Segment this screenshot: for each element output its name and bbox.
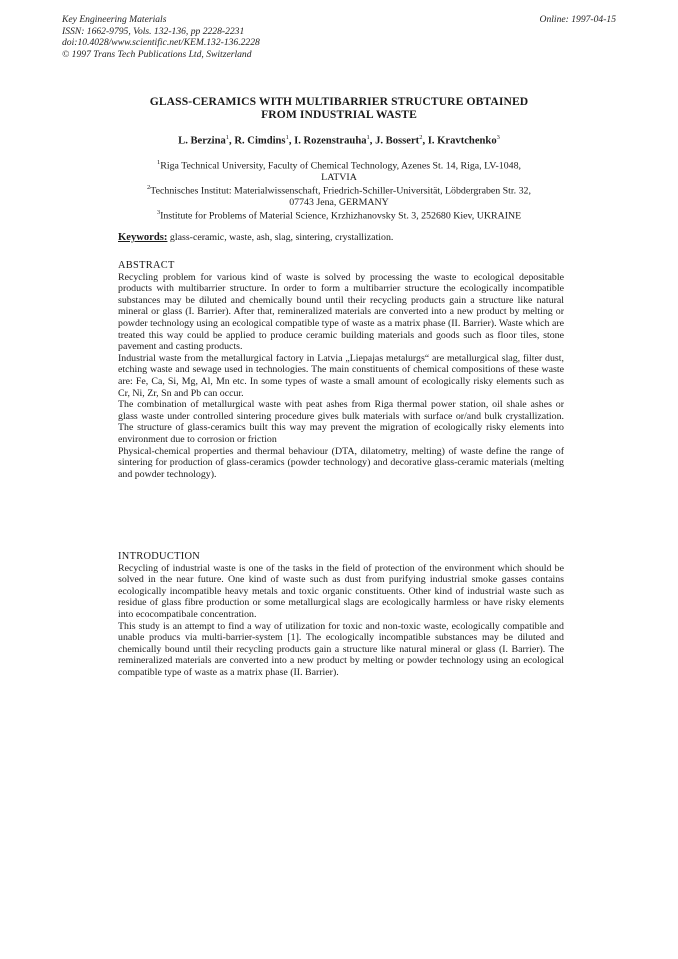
copyright-line: © 1997 Trans Tech Publications Ltd, Switzerland [62,48,252,60]
abstract-section [118,260,564,480]
abstract-paragraph: Physical-chemical properties and thermal behaviour (DTA, dilatometry, melting) of waste define the range of sintering for production of glass-ceramics (powder technology) and decorative glass-ceramic materials (melting and powder technology). [118,445,564,480]
keywords-label: Keywords: [118,232,168,243]
author-affiliation-mark: 1 [366,134,370,141]
online-date: Online: 1997-04-15 [539,14,616,25]
keywords [118,232,393,244]
affiliation-3 [100,207,578,222]
keywords-text: glass-ceramic, waste, ash, slag, sintering, crystallization. [167,232,394,243]
author-name: I. Rozenstrauha [294,135,367,147]
affiliation-mark: 2 [147,184,151,191]
author-name: R. Cimdins [234,135,286,147]
affiliation-line: Riga Technical University, Faculty of Chemical Technology, Azenes St. 14, Riga, LV-1048, [160,160,521,172]
abstract-paragraph: Recycling problem for various kind of waste is solved by processing the waste to ecological depositable products with multibarrier structure. In order to form a multibarrier structure the ecologically incompatible substances may be diluted and chemically bound until their recycling products gain a structure like natural mineral or glass (I. Barrier). After that, remineralized materials are converted into a new product by melting or powder technology using an ecological compatible type of waste as a matrix phase (II. Barrier). Waste which are treated this way could be applied to produce ceramic building materials and goods such as floor tiles, stone pavement and casting products. [118,271,564,353]
affiliation-1 [100,157,578,183]
abstract-heading: ABSTRACT [118,260,175,271]
paper-title [100,95,578,121]
title-line-1: GLASS-CERAMICS WITH MULTIBARRIER STRUCTURE OBTAINED [149,95,529,108]
affiliation-line: Institute for Problems of Material Science, Krzhizhanovsky St. 3, 252680 Kiev, UKRAINE [160,210,522,222]
affiliation-mark: 1 [157,159,161,166]
affiliation-mark: 3 [156,209,161,216]
author-affiliation-mark: 3 [496,134,500,141]
author-affiliation-mark: 1 [225,134,230,141]
author-name: I. Kravtchenko [427,135,497,147]
introduction-section [118,551,564,679]
affiliation-line: 07743 Jena, GERMANY [289,196,389,208]
author-affiliation-mark: 1 [285,134,289,141]
author-list: L. Berzina$^1$, R. Cimdins$^1$, I. Rozenstrauha$^1$, J. Bossert$^2$, I. Kravtchenko$^3$ [178,134,500,147]
introduction-paragraph: This study is an attempt to find a way of utilization for toxic and non-toxic waste, ecologically compatible and unable producs via multi-barrier-system [1]. The ecologically incompatible substances may be diluted and chemically bound until their recycling products gain a structure like natural mineral or glass (I. Barrier). The remineralized materials are converted into a new product by melting or powder technology using an ecological compatible type of waste as a matrix phase (II. Barrier). [118,620,564,678]
doi-line: doi:10.4028/www.scientific.net/KEM.132-136.2228 [62,37,260,48]
publication-meta [62,14,260,60]
author-name: L. Berzina [178,135,226,147]
issn-line: ISSN: 1662-9795, Vols. 132-136, pp 2228-2231 [62,25,245,37]
introduction-heading: INTRODUCTION [118,551,201,562]
affiliation-line: Technisches Institut: Materialwissenschaft, Friedrich-Schiller-Universität, Löbdergraben Str. 32, [150,185,531,197]
author-affiliation-mark: 2 [419,134,423,141]
journal-name: Key Engineering Materials [62,14,167,25]
affiliation-line: LATVIA [321,171,357,183]
title-line-2: FROM INDUSTRIAL WASTE [261,108,417,121]
author-name: J. Bossert [375,135,420,147]
abstract-paragraph: The combination of metallurgical waste with peat ashes from Riga thermal power station, oil shale ashes or glass waste under controlled sintering procedure gives bulk materials with surface or/and bulk crystallization. The structure of glass-ceramics built this way may prevent the migration of ecologically risky elements into environment due to corrosion or friction [118,399,564,445]
introduction-paragraph: Recycling of industrial waste is one of the tasks in the field of protection of the environment which should be solved in the near future. One kind of waste such as dust from purifying industrial smoke gasses contains ecologically incompatible heavy metals and toxic organic constituents. Other kind of industrial waste such as residue of glass fibre production or some metallurgical slags are ecologically harmless or have risky elements into ecocompatibale concentration. [118,562,564,620]
affiliation-2 [100,182,578,208]
abstract-paragraph: Industrial waste from the metallurgical factory in Latvia „Liepajas metalurgs“ are metallurgical slag, filter dust, etching waste and sewage used in technologies. The main constituents of chemical compositions of these waste are: Fe, Ca, Si, Mg, Al, Mn etc. In some types of waste a small amount of ecologically risky elements such as Cr, Ni, Zr, Sn and Pb can occur. [118,352,564,399]
